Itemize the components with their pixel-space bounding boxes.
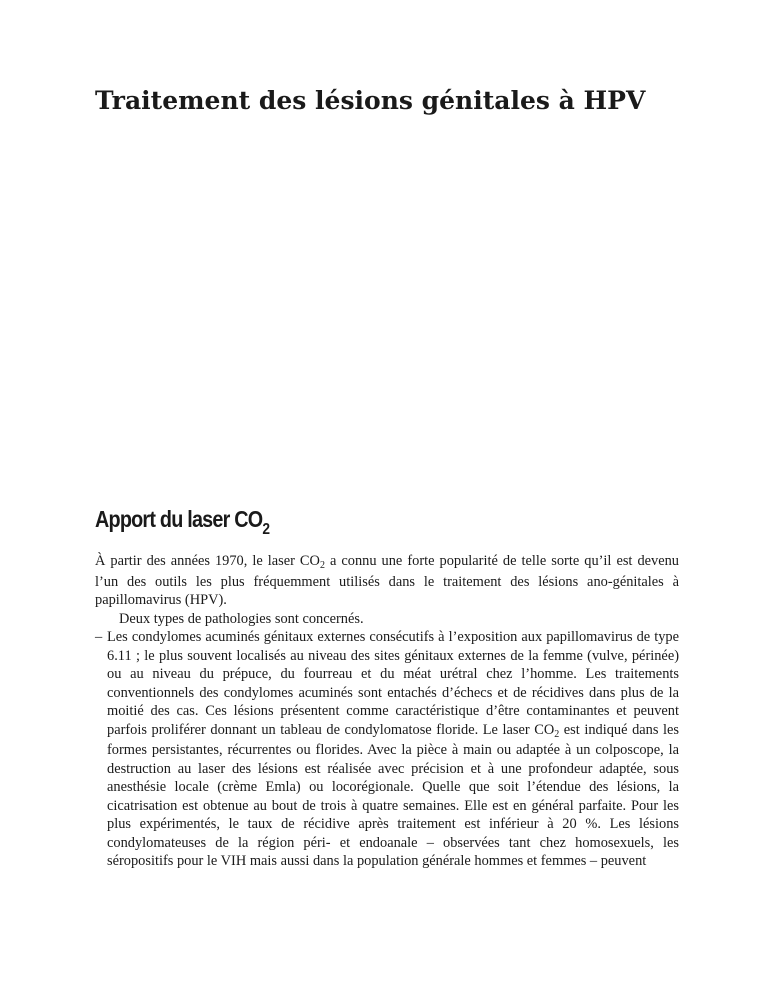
section-heading bbox=[95, 506, 270, 538]
co2-subscript: 2 bbox=[319, 560, 325, 571]
chapter-title: Traitement des lésions génitales à HPV bbox=[95, 86, 646, 115]
list-item-text bbox=[107, 628, 679, 871]
list-item-part1: Les condylomes acuminés génitaux externes consécutifs à l’exposition aux papillomavirus de type 6.11 ; le plus souvent localisés au niveau des sites génitaux externes de la femme (vulve, périnée) ou au niveau du prépuce, du fourreau et du méat urétral chez l’homme. Les traitements conventionnels des condylomes acuminés sont entachés d’échecs et de récidives dans plus de la moitié des cas. Ces lésions présentent comme caractéristique d’être contaminantes et peuvent parfois proliférer donnant un tableau de condylomatose floride. Le laser CO bbox=[107, 629, 679, 738]
paragraph-intro-part2: a connu une forte popularité de telle sorte qu’il est devenu l’un des outils les plus fréquemment utilisés dans le traitement des lésions ano-génitales à papillomavirus (HPV). bbox=[95, 553, 680, 608]
list-item-part2: est indiqué dans les formes persistantes, récurrentes ou florides. Avec la pièce à main ou adaptée à un colposcope, la destruction au laser des lésions est réalisée avec précision et à une profondeur adaptée, sous anesthésie locale (crème Emla) ou locorégionale. Quelle que soit l’étendue des lésions, la cicatrisation est obtenue au bout de trois à quatre semaines. Elle est en général parfaite. Pour les plus expérimentés, le taux de récidive après traitement est inférieur à 20 %. Les lésions condylomateuses de la région péri- et endoanale – observées tant chez homosexuels, les séropositifs pour le VIH mais aussi dans la population générale hommes et femmes – peuvent bbox=[107, 721, 680, 869]
paragraph-intro-part1: À partir des années 1970, le laser CO bbox=[95, 553, 320, 569]
section-heading-text: Apport du laser CO bbox=[95, 506, 263, 532]
body-text bbox=[95, 552, 679, 871]
paragraph-intro bbox=[95, 552, 679, 610]
paragraph-types: Deux types de pathologies sont concernés. bbox=[119, 610, 364, 627]
section-heading-subscript: 2 bbox=[262, 521, 270, 538]
list-item bbox=[95, 628, 679, 871]
list-dash: – bbox=[95, 629, 103, 645]
co2-subscript: 2 bbox=[554, 728, 560, 740]
